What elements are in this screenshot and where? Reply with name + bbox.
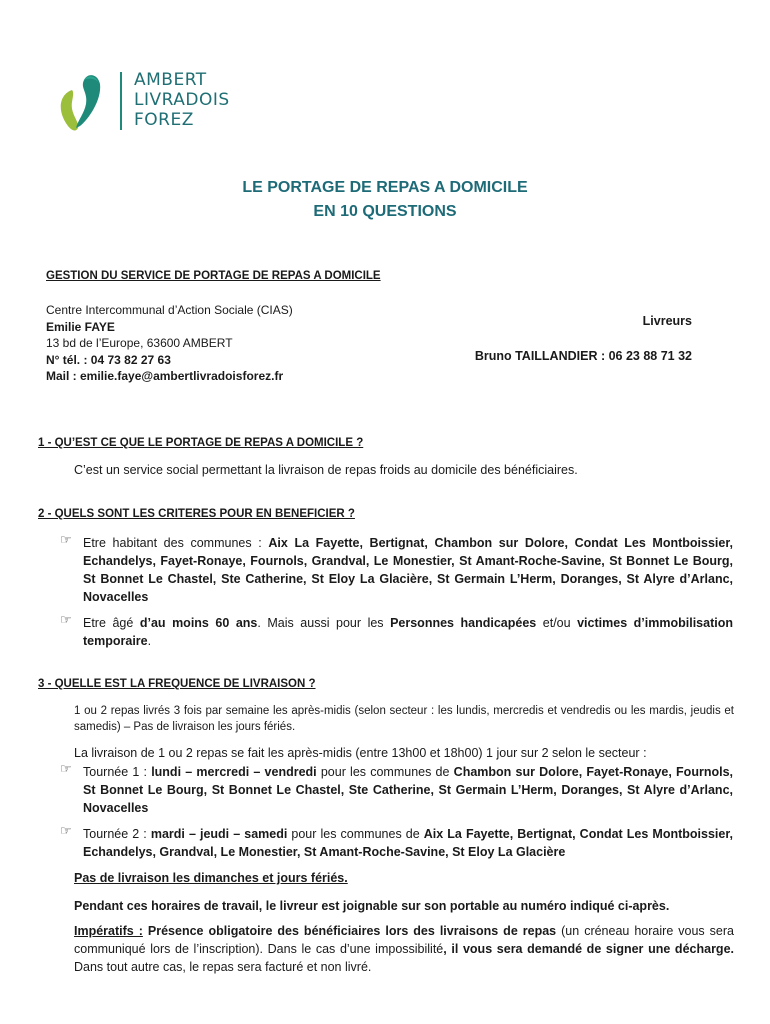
livreurs-label: Livreurs [642,314,692,328]
contact-block [46,302,293,385]
gestion-heading: GESTION DU SERVICE DE PORTAGE DE REPAS A DOMICILE [46,270,381,282]
contact-org: Centre Intercommunal d’Action Sociale (CIAS) [46,303,293,317]
q2-criteria-age: Etre âgé d’au moins 60 ans. Mais aussi pour les Personnes handicapées et/ou victimes d’immobilisation temporaire. [83,616,733,648]
q3-livraison: La livraison de 1 ou 2 repas se fait les après-midis (entre 13h00 et 18h00) 1 jour sur 2 selon le secteur : [74,746,647,760]
livreur-contact: Bruno TAILLANDIER : 06 23 88 71 32 [474,349,692,363]
q3-imperatifs: Impératifs : Présence obligatoire des bénéficiaires lors des livraisons de repas (un créneau horaire vous sera communiqué lors de l’inscription). Dans le cas d’une impossibilité, il vous sera demandé de signer une décharge. Dans tout autre cas, le repas sera facturé et non livré. [74,924,734,974]
contact-mail[interactable]: Mail : emilie.faye@ambertlivradoisforez.fr [46,369,284,383]
logo [54,70,244,134]
pointing-hand-icon: ☞ [60,823,72,838]
q3-no-sunday: Pas de livraison les dimanches et jours fériés. [74,871,348,885]
contact-phone: N° tél. : 04 73 82 27 63 [46,352,171,367]
contact-address: 13 bd de l’Europe, 63600 AMBERT [46,336,233,350]
q2-heading: 2 - QUELS SONT LES CRITERES POUR EN BENEFICIER ? [38,508,355,520]
q3-heading: 3 - QUELLE EST LA FREQUENCE DE LIVRAISON ? [38,678,316,690]
logo-wordmark: AMBERT LIVRADOIS FOREZ [134,70,230,130]
pointing-hand-icon: ☞ [60,612,72,627]
q3-pendant: Pendant ces horaires de travail, le livreur est joignable sur son portable au numéro indiqué ci-après. [74,899,670,913]
q1-text: C’est un service social permettant la livraison de repas froids au domicile des bénéficiaires. [74,463,578,477]
q2-criteria-communes: Etre habitant des communes : Aix La Fayette, Bertignat, Chambon sur Dolore, Condat Les Montboissier, Echandelys, Fayet-Ronaye, Fournols, Grandval, Le Monestier, St Amant-Roche-Savine, St Bonnet Le Bourg, St Bonnet Le Chastel, Ste Catherine, St Eloy La Glacière, St Germain L’Herm, Doranges, St Alyre d’Arlanc, Novacelles [83,536,734,604]
page-title: LE PORTAGE DE REPAS A DOMICILE EN 10 QUESTIONS [242,179,528,220]
pointing-hand-icon: ☞ [60,761,72,776]
contact-name: Emilie FAYE [46,319,115,334]
q1-heading: 1 - QU’EST CE QUE LE PORTAGE DE REPAS A DOMICILE ? [38,437,364,449]
q3-intro: 1 ou 2 repas livrés 3 fois par semaine les après-midis (selon secteur : les lundis, mercredis et vendredis ou les mardis, jeudis et samedis) – Pas de livraison les jours fériés. [74,705,734,733]
logo-divider [120,72,122,130]
q3-tournee-1: Tournée 1 : lundi – mercredi – vendredi pour les communes de Chambon sur Dolore, Fayet-Ronaye, Fournols, St Bonnet Le Bourg, St Bonnet Le Chastel, Ste Catherine, St Germain L’Herm, Doranges, St Alyre d’Arlanc, Novacelles [83,765,733,815]
q3-tournee-2: Tournée 2 : mardi – jeudi – samedi pour les communes de Aix La Fayette, Bertignat, Condat Les Montboissier, Echandelys, Grandval, Le Monestier, St Amant-Roche-Savine, St Eloy La Glacière [83,827,733,859]
heart-leaf-icon [54,70,110,134]
pointing-hand-icon: ☞ [60,532,72,547]
